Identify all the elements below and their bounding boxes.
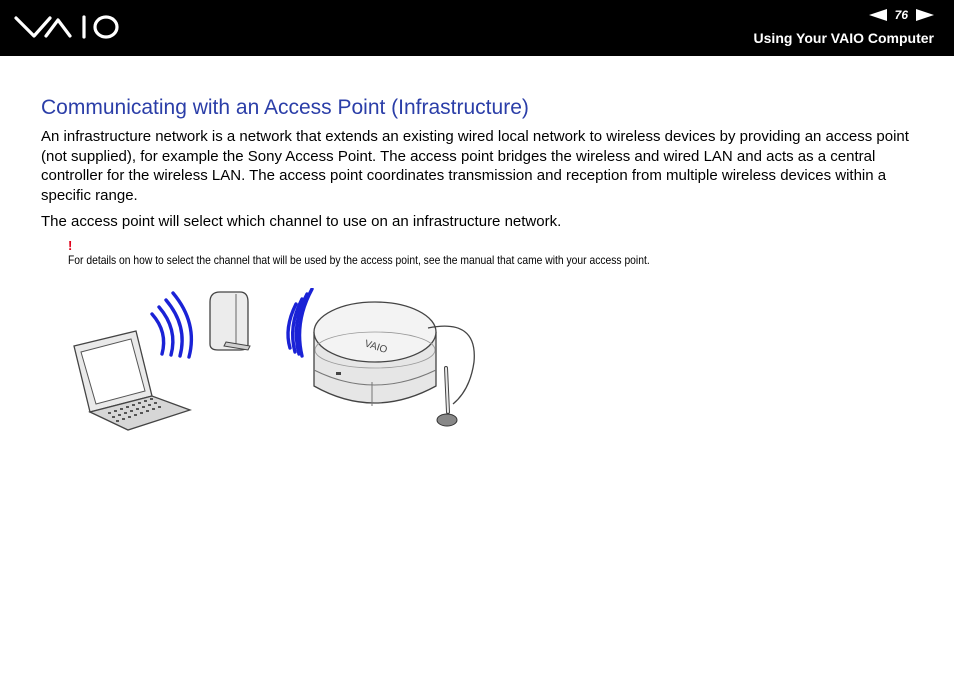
access-point-icon	[314, 302, 474, 426]
wifi-signal-icon	[288, 289, 312, 356]
note-text: For details on how to select the channel that will be used by the access point, see the manual that came with your access point.	[68, 252, 650, 267]
wifi-signal-icon	[152, 293, 191, 357]
main-content	[41, 95, 921, 268]
header-bar	[0, 0, 954, 56]
next-page-arrow-icon[interactable]	[916, 9, 934, 21]
page-navigator	[869, 7, 934, 23]
paragraph-infrastructure: An infrastructure network is a network that extends an existing wired local network to wireless devices by providing an access point (not supplied), for example the Sony Access Point. The access point bridges the wireless and wired LAN and acts as a central controller for the wireless LAN. The access point coordinates transmission and reception from multiple wireless devices within a specific range.	[41, 128, 909, 204]
prev-page-arrow-icon[interactable]	[869, 9, 887, 21]
page-number: 76	[894, 8, 908, 22]
note	[68, 239, 921, 268]
paragraph-channel: The access point will select which channel to use on an infrastructure network.	[41, 213, 562, 230]
note-marker: !	[68, 237, 73, 253]
infrastructure-illustration	[68, 288, 488, 433]
access-point-brand: VAIO	[363, 338, 389, 357]
page-title: Communicating with an Access Point (Infrastructure)	[41, 96, 529, 119]
desktop-tower-icon	[210, 292, 250, 350]
section-title: Using Your VAIO Computer	[753, 30, 934, 46]
vaio-logo	[14, 14, 120, 40]
